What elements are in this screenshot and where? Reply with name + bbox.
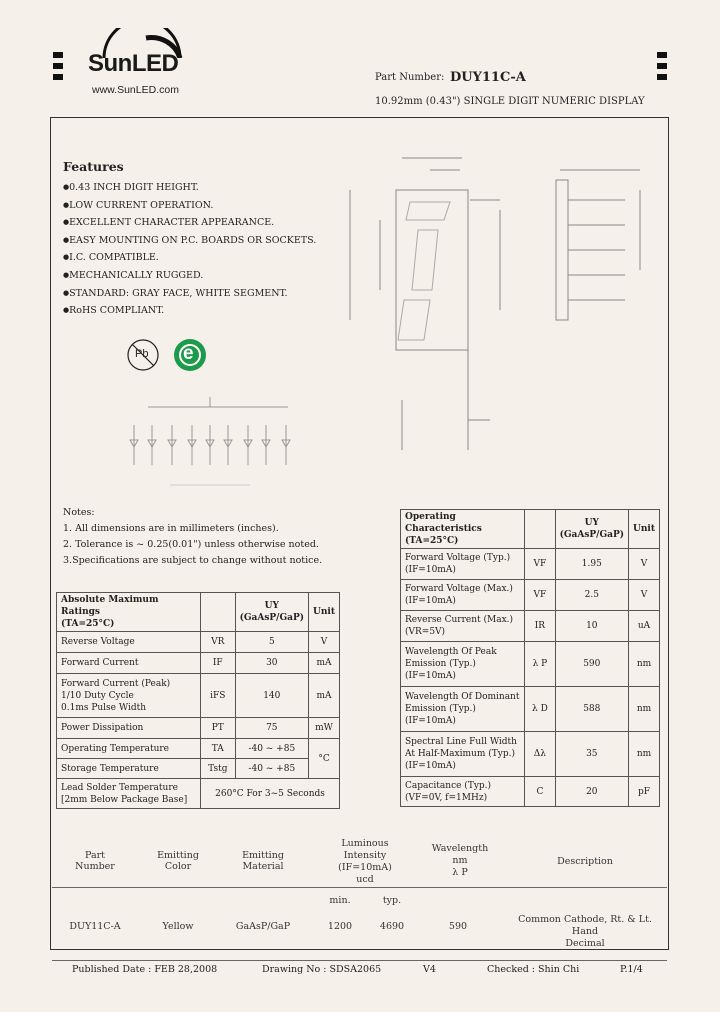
- drawing-number: Drawing No : SDSA2065: [262, 964, 382, 975]
- published-date: Published Date : FEB 28,2008: [72, 964, 218, 975]
- op-param-line: At Half-Maximum (Typ.): [405, 749, 515, 759]
- op-header-param: Operating Characteristics: [405, 512, 482, 534]
- package-drawing: [340, 150, 660, 460]
- abs-param: Storage Temperature: [57, 759, 201, 779]
- header-line: ucd: [356, 874, 374, 885]
- abs-header-param: Absolute Maximum Ratings: [61, 595, 159, 617]
- op-param: Forward Voltage (Max.): [405, 584, 513, 594]
- op-param-line: (IF=10mA): [405, 596, 456, 606]
- header-line: Material: [242, 861, 284, 872]
- abs-value: 75: [235, 718, 308, 739]
- feature-item: ● LOW CURRENT OPERATION.: [63, 200, 316, 211]
- op-header-unit: Unit: [629, 510, 660, 549]
- corner-mark: [657, 63, 667, 69]
- e-label: e: [183, 343, 194, 364]
- wavelength-cell: 590: [448, 921, 468, 932]
- corner-mark: [657, 74, 667, 80]
- description-line: Common Cathode, Rt. & Lt. Hand: [518, 914, 652, 937]
- corner-mark: [53, 63, 63, 69]
- checked-by: Checked : Shin Chi: [487, 964, 580, 975]
- note-item: 1. All dimensions are in millimeters (inches).: [63, 523, 279, 534]
- lead-free-icon: [126, 338, 160, 372]
- op-unit: pF: [629, 777, 660, 807]
- abs-unit: mW: [309, 718, 340, 739]
- op-param-line: (IF=10mA): [405, 761, 456, 771]
- version: V4: [423, 964, 436, 975]
- abs-header-cond: (TA=25°C): [61, 619, 115, 629]
- abs-value: 140: [235, 674, 308, 718]
- op-value: 588: [555, 687, 628, 732]
- op-param-line: (VF=0V, f=1MHz): [405, 792, 488, 803]
- corner-mark: [53, 74, 63, 80]
- feature-item: ● EASY MOUNTING ON P.C. BOARDS OR SOCKETS.: [63, 235, 316, 246]
- abs-value: 260°C For 3~5 Seconds: [201, 779, 340, 809]
- op-param-line: Emission (Typ.): [405, 704, 476, 714]
- header-line: Intensity: [343, 850, 387, 861]
- op-param-line: (VR=5V): [405, 627, 446, 637]
- abs-symbol: IF: [201, 653, 236, 674]
- notes-block: [63, 505, 322, 569]
- op-value: 1.95: [555, 549, 628, 580]
- abs-symbol: PT: [201, 718, 236, 739]
- corner-mark: [53, 52, 63, 58]
- op-symbol: λ P: [525, 642, 555, 687]
- part-number: DUY11C-A: [450, 70, 526, 85]
- op-value: 20: [555, 777, 628, 807]
- abs-param-line: 1/10 Duty Cycle: [61, 690, 134, 701]
- description-line: Decimal: [565, 938, 605, 949]
- subtitle: 10.92mm (0.43") SINGLE DIGIT NUMERIC DISPLAY: [375, 96, 645, 107]
- op-param: Capacitance (Typ.): [405, 780, 492, 791]
- op-param: Spectral Line Full Width: [405, 737, 517, 747]
- op-header-col2: (GaAsP/GaP): [559, 530, 625, 540]
- abs-param: Lead Solder Temperature: [61, 782, 178, 793]
- feature-item: ● MECHANICALLY RUGGED.: [63, 270, 316, 281]
- logo-text: SunLED: [88, 50, 179, 77]
- op-param: Wavelength Of Peak: [405, 647, 497, 657]
- parts-header-material: [233, 850, 293, 872]
- abs-param-line: 0.1ms Pulse Width: [61, 702, 147, 713]
- abs-value: -40 ~ +85: [235, 739, 308, 759]
- feature-item: ● I.C. COMPATIBLE.: [63, 252, 316, 263]
- header-line: Wavelength: [431, 843, 489, 854]
- page-number: P.1/4: [620, 964, 643, 975]
- header-line: (IF=10mA): [338, 862, 392, 873]
- header-line: Luminous: [341, 838, 389, 849]
- feature-item: ● RoHS COMPLIANT.: [63, 305, 316, 316]
- part-number-label: Part Number:: [375, 72, 445, 83]
- abs-symbol: iFS: [201, 674, 236, 718]
- header-line: Number: [75, 861, 115, 872]
- op-unit: nm: [629, 687, 660, 732]
- abs-header-col: UY: [264, 601, 279, 611]
- abs-param: Reverse Voltage: [57, 632, 201, 653]
- feature-item: ● STANDARD: GRAY FACE, WHITE SEGMENT.: [63, 288, 316, 299]
- features-list: [63, 182, 316, 323]
- abs-header-unit: Unit: [309, 593, 340, 632]
- op-param-line: (IF=10mA): [405, 565, 456, 575]
- header-line: Emitting: [157, 850, 199, 861]
- op-symbol: C: [525, 777, 555, 807]
- op-unit: nm: [629, 642, 660, 687]
- corner-mark: [657, 52, 667, 58]
- part-number-cell: DUY11C-A: [69, 921, 121, 932]
- parts-header-wavelength: [425, 843, 495, 879]
- op-param: Forward Voltage (Typ.): [405, 553, 511, 563]
- parts-header-description: Description: [557, 856, 613, 867]
- op-value: 35: [555, 732, 628, 777]
- op-param-line: Emission (Typ.): [405, 659, 476, 669]
- op-param: Wavelength Of Dominant: [405, 692, 520, 702]
- abs-value: 5: [235, 632, 308, 653]
- note-item: 3.Specifications are subject to change without notice.: [63, 555, 323, 566]
- abs-param: Operating Temperature: [57, 739, 201, 759]
- op-value: 590: [555, 642, 628, 687]
- header-line: λ P: [452, 867, 468, 878]
- abs-unit: °C: [309, 739, 340, 779]
- abs-unit: mA: [309, 653, 340, 674]
- parts-header-typ: typ.: [382, 895, 402, 906]
- feature-item: ● 0.43 INCH DIGIT HEIGHT.: [63, 182, 316, 193]
- abs-unit: V: [309, 632, 340, 653]
- rohs-e-icon: [173, 338, 207, 372]
- parts-header-luminous: [330, 838, 400, 886]
- notes-title: Notes:: [63, 507, 95, 518]
- abs-header-col2: (GaAsP/GaP): [239, 613, 305, 623]
- abs-param-line: [2mm Below Package Base]: [61, 794, 188, 805]
- circuit-diagram: [120, 385, 305, 495]
- op-unit: V: [629, 580, 660, 611]
- features-title: Features: [63, 159, 124, 174]
- feature-item: ● EXCELLENT CHARACTER APPEARANCE.: [63, 217, 316, 228]
- intensity-min-cell: 1200: [327, 921, 353, 932]
- footer-rule: [52, 960, 667, 961]
- absolute-max-table: [56, 592, 340, 809]
- abs-symbol: Tstg: [201, 759, 236, 779]
- op-symbol: Δλ: [525, 732, 555, 777]
- op-symbol: IR: [525, 611, 555, 642]
- op-header-cond: (TA=25°C): [405, 536, 459, 546]
- parts-divider: [52, 887, 667, 888]
- header-line: nm: [452, 855, 468, 866]
- abs-value: 30: [235, 653, 308, 674]
- operating-table: [400, 509, 660, 807]
- emitting-color-cell: Yellow: [162, 921, 194, 932]
- sunled-logo: [86, 28, 196, 90]
- parts-header-min: min.: [329, 895, 351, 906]
- abs-value: -40 ~ +85: [235, 759, 308, 779]
- header-line: Part: [85, 850, 105, 861]
- logo-url: www.SunLED.com: [92, 84, 179, 96]
- op-symbol: λ D: [525, 687, 555, 732]
- abs-symbol: VR: [201, 632, 236, 653]
- op-symbol: VF: [525, 549, 555, 580]
- op-param-line: (IF=10mA): [405, 716, 456, 726]
- abs-param: Forward Current: [57, 653, 201, 674]
- op-value: 2.5: [555, 580, 628, 611]
- header-line: Color: [164, 861, 192, 872]
- op-header-col: UY: [584, 518, 599, 528]
- op-unit: V: [629, 549, 660, 580]
- op-value: 10: [555, 611, 628, 642]
- note-item: 2. Tolerance is ~ 0.25(0.01") unless otherwise noted.: [63, 539, 319, 550]
- header-line: Emitting: [242, 850, 284, 861]
- abs-param: Power Dissipation: [57, 718, 201, 739]
- emitting-material-cell: GaAsP/GaP: [235, 921, 291, 932]
- abs-unit: mA: [309, 674, 340, 718]
- op-param: Reverse Current (Max.): [405, 615, 514, 625]
- op-unit: nm: [629, 732, 660, 777]
- description-cell: [505, 914, 665, 950]
- intensity-typ-cell: 4690: [379, 921, 405, 932]
- abs-param: Forward Current (Peak): [61, 678, 171, 689]
- parts-header-part: [65, 850, 125, 872]
- op-unit: uA: [629, 611, 660, 642]
- pb-label: Pb: [135, 348, 149, 360]
- op-param-line: (IF=10mA): [405, 671, 456, 681]
- op-symbol: VF: [525, 580, 555, 611]
- parts-header-color: [148, 850, 208, 872]
- abs-symbol: TA: [201, 739, 236, 759]
